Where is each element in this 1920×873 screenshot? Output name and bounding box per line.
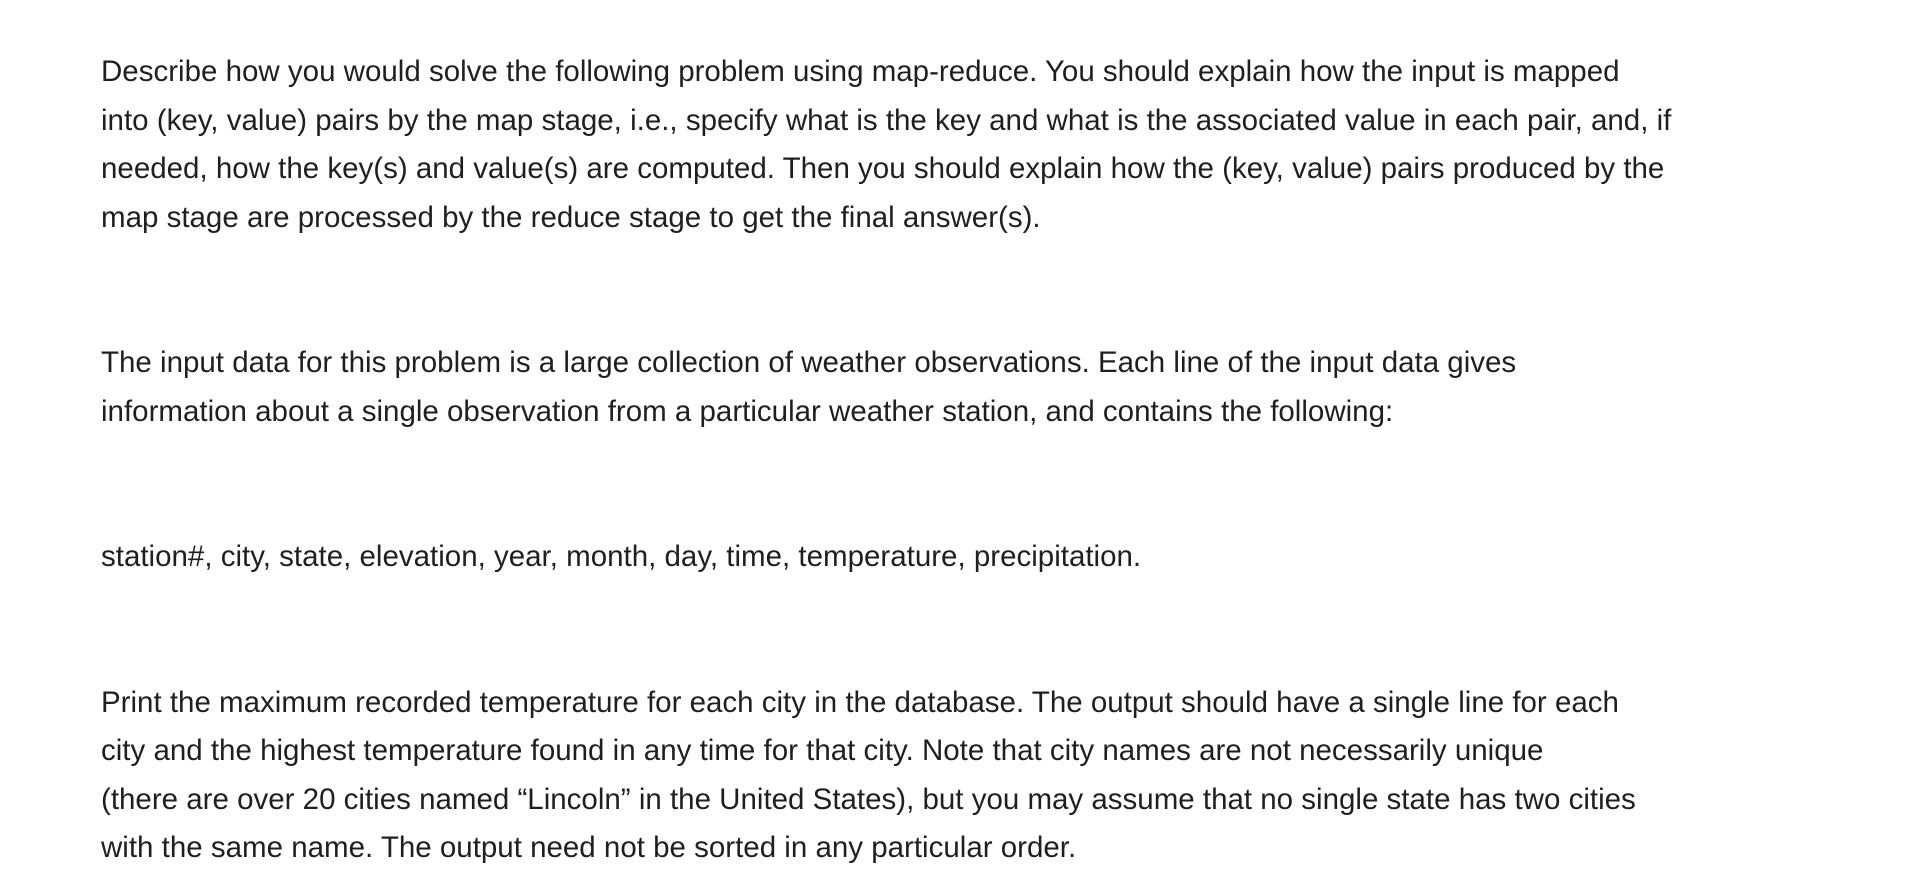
text-line: Print the maximum recorded temperature for each city in the database. The output should have a single line for each bbox=[101, 685, 1619, 719]
text-line: needed, how the key(s) and value(s) are computed. Then you should explain how the (key, value) pairs produced by the bbox=[101, 152, 1665, 185]
paragraph-field-list bbox=[101, 533, 1801, 582]
paragraph-instructions bbox=[101, 48, 1801, 242]
text-line: Describe how you would solve the following problem using map-reduce. You should explain how the input is mapped bbox=[101, 55, 1620, 88]
text-line: The input data for this problem is a large collection of weather observations. Each line of the input data gives bbox=[101, 346, 1517, 379]
text-line: station#, city, state, elevation, year, month, day, time, temperature, precipitation. bbox=[101, 540, 1142, 573]
text-line: (there are over 20 cities named “Lincoln” in the United States), but you may assume that no single state has two cities bbox=[101, 782, 1636, 816]
text-line: city and the highest temperature found in any time for that city. Note that city names are not necessarily unique bbox=[101, 734, 1544, 767]
text-line: information about a single observation from a particular weather station, and contains the following: bbox=[101, 394, 1394, 428]
text-line: map stage are processed by the reduce stage to get the final answer(s). bbox=[101, 200, 1041, 234]
paragraph-input-description bbox=[101, 339, 1801, 436]
text-line: with the same name. The output need not be sorted in any particular order. bbox=[101, 831, 1077, 864]
problem-statement bbox=[101, 48, 1801, 873]
paragraph-task bbox=[101, 679, 1801, 873]
text-line: into (key, value) pairs by the map stage, i.e., specify what is the key and what is the associated value in each pair, and, if bbox=[101, 103, 1672, 137]
